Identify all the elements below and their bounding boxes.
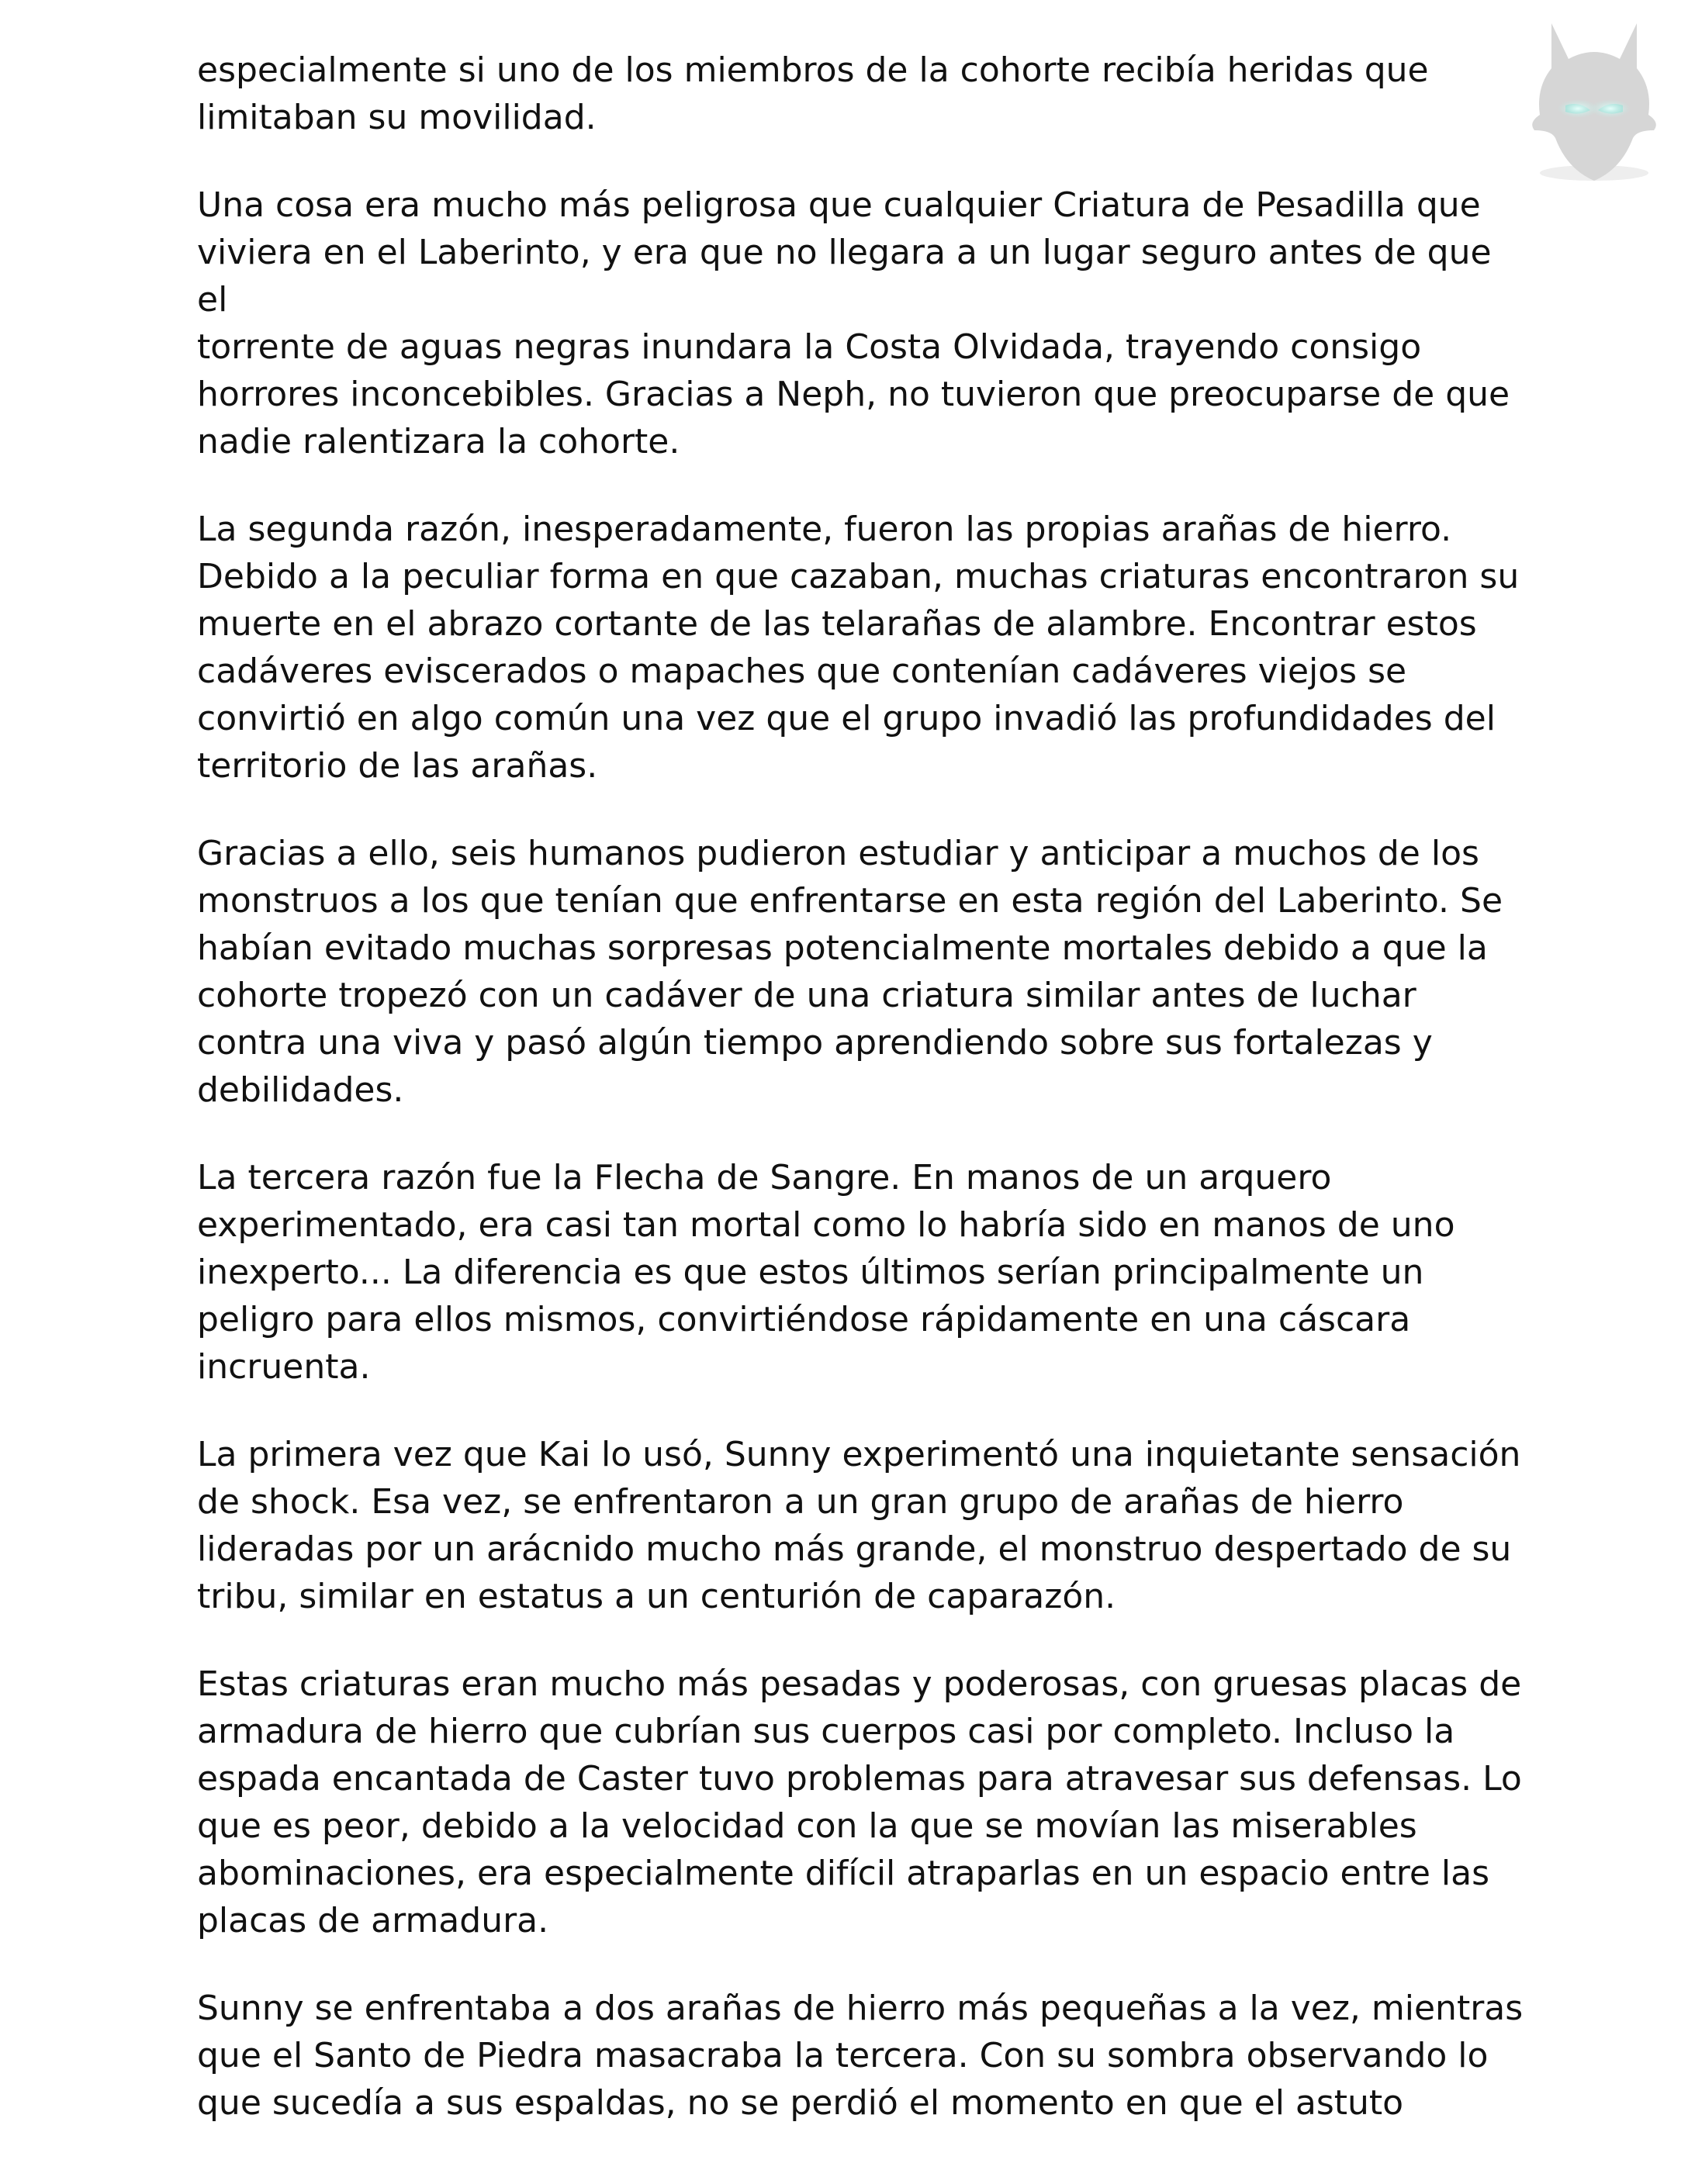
paragraph: Gracias a ello, seis humanos pudieron estudiar y anticipar a muchos de los monstruos a los que tenían que enfrentarse en esta región del Laberinto. Se habían evitado muchas sorpresas potencialmente mortales debido a que la cohorte tropezó con un cadáver de una criatura similar antes de luchar contra una viva y pasó algún tiempo aprendiendo sobre sus fortalezas y debilidades. [197,834,1503,1110]
demon-head-icon [1520,14,1668,192]
paragraph: Una cosa era mucho más peligrosa que cualquier Criatura de Pesadilla que viviera en el Laberinto, y era que no llegara a un lugar seguro antes de que el torrente de aguas negras inundara la Costa Olvidada, trayendo consigo horrores inconcebibles. Gracias a Neph, no tuvieron que preocuparse de que nadie ralentizara la cohorte. [197,185,1510,461]
paragraph: especialmente si uno de los miembros de la cohorte recibía heridas que limitaban su movilidad. [197,50,1429,137]
paragraph: La primera vez que Kai lo usó, Sunny experimentó una inquietante sensación de shock. Esa vez, se enfrentaron a un gran grupo de arañas de hierro lideradas por un arácnido mucho más grande, el monstruo despertado de su tribu, similar en estatus a un centurión de caparazón. [197,1435,1521,1616]
paragraph: Estas criaturas eran mucho más pesadas y poderosas, con gruesas placas de armadura de hierro que cubrían sus cuerpos casi por completo. Incluso la espada encantada de Caster tuvo problemas para atravesar sus defensas. Lo que es peor, debido a la velocidad con la que se movían las miserables abominaciones, era especialmente difícil atraparlas en un espacio entre las placas de armadura. [197,1664,1522,1940]
paragraph: La segunda razón, inesperadamente, fueron las propias arañas de hierro. Debido a la peculiar forma en que cazaban, muchas criaturas encontraron su muerte en el abrazo cortante de las telarañas de alambre. Encontrar estos cadáveres eviscerados o mapaches que contenían cadáveres viejos se convirtió en algo común una vez que el grupo invadió las profundidades del territorio de las arañas. [197,510,1520,786]
paragraph: Sunny se enfrentaba a dos arañas de hierro más pequeñas a la vez, mientras que el Santo de Piedra masacraba la tercera. Con su sombra observando lo que sucedía a sus espaldas, no se perdió el momento en que el astuto [197,1989,1524,2123]
document-page [197,47,1531,2167]
paragraph: La tercera razón fue la Flecha de Sangre. En manos de un arquero experimentado, era casi tan mortal como lo habría sido en manos de uno inexperto... La diferencia es que estos últimos serían principalmente un peligro para ellos mismos, convirtiéndose rápidamente en una cáscara incruenta. [197,1158,1455,1387]
